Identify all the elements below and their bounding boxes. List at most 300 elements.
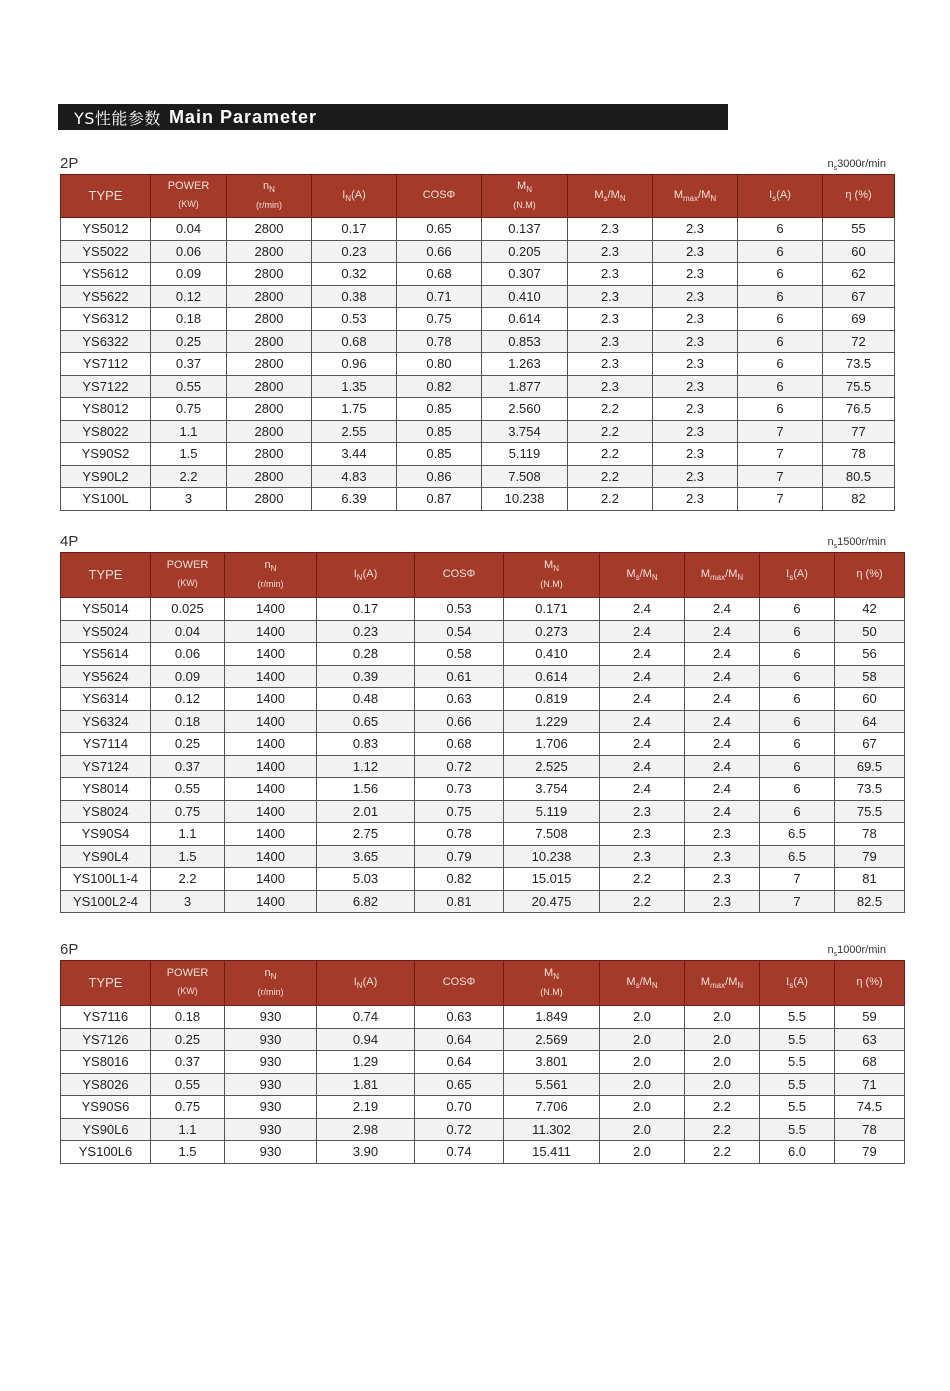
cell-max-torque-ratio: 2.3: [653, 488, 738, 511]
cell-efficiency: 71: [835, 1073, 905, 1096]
cell-current: 1.12: [317, 755, 415, 778]
cell-current: 0.17: [312, 218, 397, 241]
header-cos-phi: COSΦ: [415, 961, 504, 1006]
table-row: [61, 465, 895, 488]
cell-current: 1.29: [317, 1051, 415, 1074]
cell-torque: 2.525: [504, 755, 600, 778]
cell-cos-phi: 0.78: [397, 330, 482, 353]
table-row: [61, 755, 905, 778]
cell-power: 0.55: [151, 1073, 225, 1096]
cell-start-torque-ratio: 2.2: [600, 890, 685, 913]
cell-torque: 11.302: [504, 1118, 600, 1141]
cell-start-current: 5.5: [760, 1118, 835, 1141]
cell-start-torque-ratio: 2.0: [600, 1051, 685, 1074]
cell-torque: 5.119: [504, 800, 600, 823]
cell-max-torque-ratio: 2.3: [653, 330, 738, 353]
cell-max-torque-ratio: 2.2: [685, 1118, 760, 1141]
cell-start-torque-ratio: 2.2: [568, 398, 653, 421]
cell-current: 1.81: [317, 1073, 415, 1096]
header-efficiency: η (%): [835, 961, 905, 1006]
cell-power: 3: [151, 890, 225, 913]
header-start-torque-ratio: $M_s/M_N$: [568, 175, 653, 218]
cell-max-torque-ratio: 2.0: [685, 1028, 760, 1051]
cell-torque: 1.849: [504, 1006, 600, 1029]
cell-start-torque-ratio: 2.2: [568, 443, 653, 466]
cell-speed: 2800: [227, 443, 312, 466]
cell-max-torque-ratio: 2.3: [685, 868, 760, 891]
header-rated-current: $I_N(A)$: [317, 961, 415, 1006]
cell-torque: 7.508: [482, 465, 568, 488]
cell-current: 0.28: [317, 643, 415, 666]
table-row: [61, 710, 905, 733]
cell-power: 3: [151, 488, 227, 511]
table-row: [61, 778, 905, 801]
cell-current: 3.65: [317, 845, 415, 868]
cell-cos-phi: 0.82: [415, 868, 504, 891]
cell-start-torque-ratio: 2.3: [568, 375, 653, 398]
cell-type: YS8014: [61, 778, 151, 801]
section-header: [60, 532, 894, 552]
parameter-table-6p: [60, 960, 905, 1164]
cell-torque: 1.706: [504, 733, 600, 756]
cell-efficiency: 50: [835, 620, 905, 643]
cell-speed: 2800: [227, 353, 312, 376]
cell-start-current: 6: [760, 710, 835, 733]
cell-speed: 1400: [225, 665, 317, 688]
table-row: [61, 688, 905, 711]
cell-efficiency: 67: [835, 733, 905, 756]
header-cos-phi: COSΦ: [415, 553, 504, 598]
section-4p: [60, 532, 894, 913]
cell-type: YS8016: [61, 1051, 151, 1074]
table-row: [61, 263, 895, 286]
cell-efficiency: 72: [823, 330, 895, 353]
cell-efficiency: 69: [823, 308, 895, 331]
cell-efficiency: 60: [835, 688, 905, 711]
cell-speed: 1400: [225, 845, 317, 868]
cell-start-torque-ratio: 2.0: [600, 1073, 685, 1096]
cell-max-torque-ratio: 2.3: [653, 240, 738, 263]
cell-speed: 2800: [227, 263, 312, 286]
table-row: [61, 823, 905, 846]
cell-current: 5.03: [317, 868, 415, 891]
cell-type: YS90S2: [61, 443, 151, 466]
cell-start-torque-ratio: 2.0: [600, 1096, 685, 1119]
cell-speed: 2800: [227, 375, 312, 398]
cell-current: 0.32: [312, 263, 397, 286]
cell-power: 1.5: [151, 1141, 225, 1164]
cell-speed: 1400: [225, 800, 317, 823]
cell-start-current: 7: [760, 890, 835, 913]
header-efficiency: η (%): [823, 175, 895, 218]
section-speed-note: $n_s1500r/\min$: [827, 535, 886, 550]
cell-start-torque-ratio: 2.3: [568, 218, 653, 241]
cell-efficiency: 58: [835, 665, 905, 688]
cell-speed: 1400: [225, 598, 317, 621]
cell-type: YS5614: [61, 643, 151, 666]
cell-cos-phi: 0.85: [397, 420, 482, 443]
cell-torque: 3.754: [482, 420, 568, 443]
section-label: 2P: [60, 155, 79, 172]
cell-power: 0.12: [151, 688, 225, 711]
cell-efficiency: 63: [835, 1028, 905, 1051]
cell-start-current: 6: [738, 285, 823, 308]
table-row: [61, 643, 905, 666]
cell-current: 0.23: [312, 240, 397, 263]
cell-start-current: 7: [738, 443, 823, 466]
cell-start-current: 6: [738, 375, 823, 398]
cell-start-torque-ratio: 2.3: [568, 240, 653, 263]
cell-speed: 1400: [225, 710, 317, 733]
cell-type: YS5012: [61, 218, 151, 241]
cell-current: 1.56: [317, 778, 415, 801]
cell-start-current: 5.5: [760, 1028, 835, 1051]
cell-efficiency: 62: [823, 263, 895, 286]
section-header: [60, 940, 894, 960]
table-row: [61, 1028, 905, 1051]
cell-max-torque-ratio: 2.2: [685, 1141, 760, 1164]
cell-efficiency: 79: [835, 845, 905, 868]
cell-start-torque-ratio: 2.3: [600, 845, 685, 868]
cell-power: 0.18: [151, 710, 225, 733]
cell-power: 1.5: [151, 845, 225, 868]
cell-cos-phi: 0.68: [415, 733, 504, 756]
header-power: POWER (KW): [151, 175, 227, 218]
table-row: [61, 488, 895, 511]
cell-speed: 930: [225, 1028, 317, 1051]
cell-torque: 20.475: [504, 890, 600, 913]
cell-type: YS6322: [61, 330, 151, 353]
cell-power: 0.37: [151, 353, 227, 376]
cell-max-torque-ratio: 2.4: [685, 598, 760, 621]
cell-type: YS90S6: [61, 1096, 151, 1119]
cell-cos-phi: 0.72: [415, 1118, 504, 1141]
cell-cos-phi: 0.73: [415, 778, 504, 801]
cell-torque: 15.411: [504, 1141, 600, 1164]
cell-max-torque-ratio: 2.0: [685, 1051, 760, 1074]
cell-efficiency: 78: [835, 823, 905, 846]
cell-efficiency: 73.5: [835, 778, 905, 801]
cell-current: 0.65: [317, 710, 415, 733]
table-row: [61, 1051, 905, 1074]
cell-cos-phi: 0.68: [397, 263, 482, 286]
cell-current: 0.48: [317, 688, 415, 711]
cell-start-current: 6: [760, 665, 835, 688]
cell-start-current: 5.5: [760, 1096, 835, 1119]
header-rated-current: $I_N(A)$: [317, 553, 415, 598]
parameter-table-2p: [60, 174, 895, 511]
cell-cos-phi: 0.81: [415, 890, 504, 913]
cell-start-torque-ratio: 2.2: [568, 488, 653, 511]
cell-torque: 0.614: [482, 308, 568, 331]
cell-current: 2.98: [317, 1118, 415, 1141]
cell-current: 0.23: [317, 620, 415, 643]
cell-start-current: 6: [738, 398, 823, 421]
cell-max-torque-ratio: 2.2: [685, 1096, 760, 1119]
cell-torque: 3.801: [504, 1051, 600, 1074]
table-row: [61, 733, 905, 756]
cell-start-torque-ratio: 2.4: [600, 778, 685, 801]
cell-type: YS8026: [61, 1073, 151, 1096]
cell-max-torque-ratio: 2.4: [685, 778, 760, 801]
section-6p: [60, 940, 894, 1164]
cell-efficiency: 68: [835, 1051, 905, 1074]
header-max-torque-ratio: $M_{max}/M_N$: [653, 175, 738, 218]
header-cos-phi: COSΦ: [397, 175, 482, 218]
cell-power: 0.37: [151, 1051, 225, 1074]
header-max-torque-ratio: $M_{max}/M_N$: [685, 553, 760, 598]
cell-speed: 1400: [225, 868, 317, 891]
table-row: [61, 330, 895, 353]
cell-max-torque-ratio: 2.3: [653, 353, 738, 376]
cell-speed: 2800: [227, 420, 312, 443]
section-label: 6P: [60, 941, 79, 958]
cell-efficiency: 55: [823, 218, 895, 241]
table-header-row: [61, 961, 905, 1006]
table-row: [61, 308, 895, 331]
cell-start-torque-ratio: 2.0: [600, 1141, 685, 1164]
cell-efficiency: 60: [823, 240, 895, 263]
cell-efficiency: 67: [823, 285, 895, 308]
table-row: [61, 353, 895, 376]
cell-efficiency: 82: [823, 488, 895, 511]
cell-efficiency: 69.5: [835, 755, 905, 778]
cell-efficiency: 78: [835, 1118, 905, 1141]
cell-max-torque-ratio: 2.3: [653, 420, 738, 443]
table-row: [61, 845, 905, 868]
cell-torque: 3.754: [504, 778, 600, 801]
cell-type: YS5024: [61, 620, 151, 643]
cell-current: 3.44: [312, 443, 397, 466]
cell-cos-phi: 0.53: [415, 598, 504, 621]
cell-efficiency: 79: [835, 1141, 905, 1164]
table-row: [61, 1141, 905, 1164]
cell-type: YS100L2-4: [61, 890, 151, 913]
cell-torque: 10.238: [504, 845, 600, 868]
cell-start-current: 6: [760, 620, 835, 643]
header-rated-speed: $n_N$ (r/min): [227, 175, 312, 218]
cell-type: YS7112: [61, 353, 151, 376]
cell-start-current: 6: [760, 643, 835, 666]
cell-start-torque-ratio: 2.4: [600, 665, 685, 688]
header-start-torque-ratio: $M_s/M_N$: [600, 961, 685, 1006]
cell-start-current: 6: [738, 330, 823, 353]
cell-start-current: 7: [738, 488, 823, 511]
cell-power: 0.06: [151, 240, 227, 263]
cell-efficiency: 59: [835, 1006, 905, 1029]
header-start-torque-ratio: $M_s/M_N$: [600, 553, 685, 598]
cell-power: 2.2: [151, 465, 227, 488]
cell-start-current: 6.0: [760, 1141, 835, 1164]
cell-max-torque-ratio: 2.4: [685, 643, 760, 666]
cell-torque: 0.819: [504, 688, 600, 711]
header-type: TYPE: [61, 961, 151, 1006]
cell-type: YS6324: [61, 710, 151, 733]
cell-type: YS90S4: [61, 823, 151, 846]
cell-power: 2.2: [151, 868, 225, 891]
header-rated-torque: $M_N$ (N.M): [504, 553, 600, 598]
table-row: [61, 285, 895, 308]
cell-torque: 5.561: [504, 1073, 600, 1096]
header-power: POWER (KW): [151, 961, 225, 1006]
cell-speed: 1400: [225, 778, 317, 801]
cell-power: 0.04: [151, 620, 225, 643]
table-row: [61, 665, 905, 688]
cell-type: YS5014: [61, 598, 151, 621]
cell-max-torque-ratio: 2.3: [653, 465, 738, 488]
cell-current: 0.94: [317, 1028, 415, 1051]
cell-power: 0.06: [151, 643, 225, 666]
cell-current: 1.35: [312, 375, 397, 398]
cell-current: 1.75: [312, 398, 397, 421]
cell-type: YS8022: [61, 420, 151, 443]
cell-start-current: 7: [738, 420, 823, 443]
header-type: TYPE: [61, 553, 151, 598]
cell-cos-phi: 0.71: [397, 285, 482, 308]
cell-torque: 0.410: [482, 285, 568, 308]
cell-speed: 2800: [227, 465, 312, 488]
cell-start-current: 6: [738, 263, 823, 286]
cell-current: 0.68: [312, 330, 397, 353]
cell-start-torque-ratio: 2.4: [600, 598, 685, 621]
cell-torque: 2.560: [482, 398, 568, 421]
cell-current: 0.96: [312, 353, 397, 376]
cell-efficiency: 75.5: [823, 375, 895, 398]
table-row: [61, 1118, 905, 1141]
cell-speed: 1400: [225, 823, 317, 846]
cell-cos-phi: 0.65: [397, 218, 482, 241]
cell-torque: 7.706: [504, 1096, 600, 1119]
cell-cos-phi: 0.74: [415, 1141, 504, 1164]
cell-start-current: 5.5: [760, 1006, 835, 1029]
cell-speed: 2800: [227, 308, 312, 331]
cell-efficiency: 76.5: [823, 398, 895, 421]
cell-current: 2.01: [317, 800, 415, 823]
cell-speed: 2800: [227, 488, 312, 511]
cell-speed: 930: [225, 1073, 317, 1096]
cell-efficiency: 64: [835, 710, 905, 733]
cell-type: YS7126: [61, 1028, 151, 1051]
header-type: TYPE: [61, 175, 151, 218]
cell-max-torque-ratio: 2.4: [685, 710, 760, 733]
cell-max-torque-ratio: 2.3: [685, 823, 760, 846]
cell-torque: 7.508: [504, 823, 600, 846]
header-rated-speed: $n_N$ (r/min): [225, 961, 317, 1006]
cell-power: 0.025: [151, 598, 225, 621]
cell-speed: 930: [225, 1141, 317, 1164]
table-row: [61, 1073, 905, 1096]
cell-start-current: 6: [760, 598, 835, 621]
cell-cos-phi: 0.75: [397, 308, 482, 331]
cell-max-torque-ratio: 2.0: [685, 1006, 760, 1029]
header-start-current: $I_s(A)$: [760, 553, 835, 598]
cell-start-torque-ratio: 2.4: [600, 710, 685, 733]
header-rated-current: $I_N(A)$: [312, 175, 397, 218]
cell-start-torque-ratio: 2.4: [600, 688, 685, 711]
cell-start-torque-ratio: 2.3: [568, 308, 653, 331]
cell-type: YS100L: [61, 488, 151, 511]
cell-current: 0.38: [312, 285, 397, 308]
cell-max-torque-ratio: 2.3: [653, 308, 738, 331]
cell-cos-phi: 0.82: [397, 375, 482, 398]
title-banner: [58, 104, 728, 130]
cell-speed: 1400: [225, 733, 317, 756]
cell-torque: 1.229: [504, 710, 600, 733]
cell-type: YS7122: [61, 375, 151, 398]
cell-power: 1.1: [151, 1118, 225, 1141]
cell-speed: 930: [225, 1006, 317, 1029]
table-row: [61, 890, 905, 913]
cell-cos-phi: 0.54: [415, 620, 504, 643]
cell-efficiency: 81: [835, 868, 905, 891]
cell-cos-phi: 0.72: [415, 755, 504, 778]
section-header: [60, 154, 894, 174]
cell-start-current: 7: [760, 868, 835, 891]
cell-max-torque-ratio: 2.3: [653, 263, 738, 286]
table-row: [61, 800, 905, 823]
cell-start-torque-ratio: 2.0: [600, 1118, 685, 1141]
cell-current: 2.75: [317, 823, 415, 846]
cell-power: 0.12: [151, 285, 227, 308]
cell-power: 0.75: [151, 398, 227, 421]
cell-cos-phi: 0.79: [415, 845, 504, 868]
cell-power: 0.09: [151, 665, 225, 688]
cell-start-current: 6: [738, 218, 823, 241]
cell-start-torque-ratio: 2.4: [600, 620, 685, 643]
cell-type: YS7116: [61, 1006, 151, 1029]
cell-speed: 2800: [227, 398, 312, 421]
cell-type: YS7124: [61, 755, 151, 778]
cell-max-torque-ratio: 2.3: [685, 845, 760, 868]
cell-max-torque-ratio: 2.4: [685, 800, 760, 823]
cell-efficiency: 77: [823, 420, 895, 443]
cell-power: 1.1: [151, 420, 227, 443]
cell-power: 0.09: [151, 263, 227, 286]
cell-cos-phi: 0.63: [415, 688, 504, 711]
cell-current: 2.19: [317, 1096, 415, 1119]
cell-speed: 1400: [225, 643, 317, 666]
cell-speed: 2800: [227, 240, 312, 263]
table-row: [61, 398, 895, 421]
cell-start-torque-ratio: 2.3: [568, 353, 653, 376]
cell-power: 0.55: [151, 375, 227, 398]
cell-start-torque-ratio: 2.0: [600, 1006, 685, 1029]
cell-start-torque-ratio: 2.3: [568, 285, 653, 308]
cell-current: 6.39: [312, 488, 397, 511]
cell-cos-phi: 0.66: [415, 710, 504, 733]
cell-cos-phi: 0.65: [415, 1073, 504, 1096]
cell-max-torque-ratio: 2.3: [685, 890, 760, 913]
cell-start-current: 6: [760, 800, 835, 823]
cell-speed: 930: [225, 1096, 317, 1119]
cell-start-current: 6: [738, 240, 823, 263]
cell-max-torque-ratio: 2.4: [685, 665, 760, 688]
cell-start-torque-ratio: 2.3: [568, 263, 653, 286]
cell-speed: 1400: [225, 688, 317, 711]
cell-speed: 1400: [225, 890, 317, 913]
cell-type: YS6312: [61, 308, 151, 331]
cell-start-current: 6: [738, 308, 823, 331]
cell-start-torque-ratio: 2.3: [600, 800, 685, 823]
cell-efficiency: 74.5: [835, 1096, 905, 1119]
cell-power: 0.18: [151, 308, 227, 331]
section-speed-note: $n_s3000r/\min$: [827, 157, 886, 172]
cell-cos-phi: 0.78: [415, 823, 504, 846]
cell-type: YS7114: [61, 733, 151, 756]
cell-torque: 0.614: [504, 665, 600, 688]
cell-cos-phi: 0.58: [415, 643, 504, 666]
cell-cos-phi: 0.75: [415, 800, 504, 823]
